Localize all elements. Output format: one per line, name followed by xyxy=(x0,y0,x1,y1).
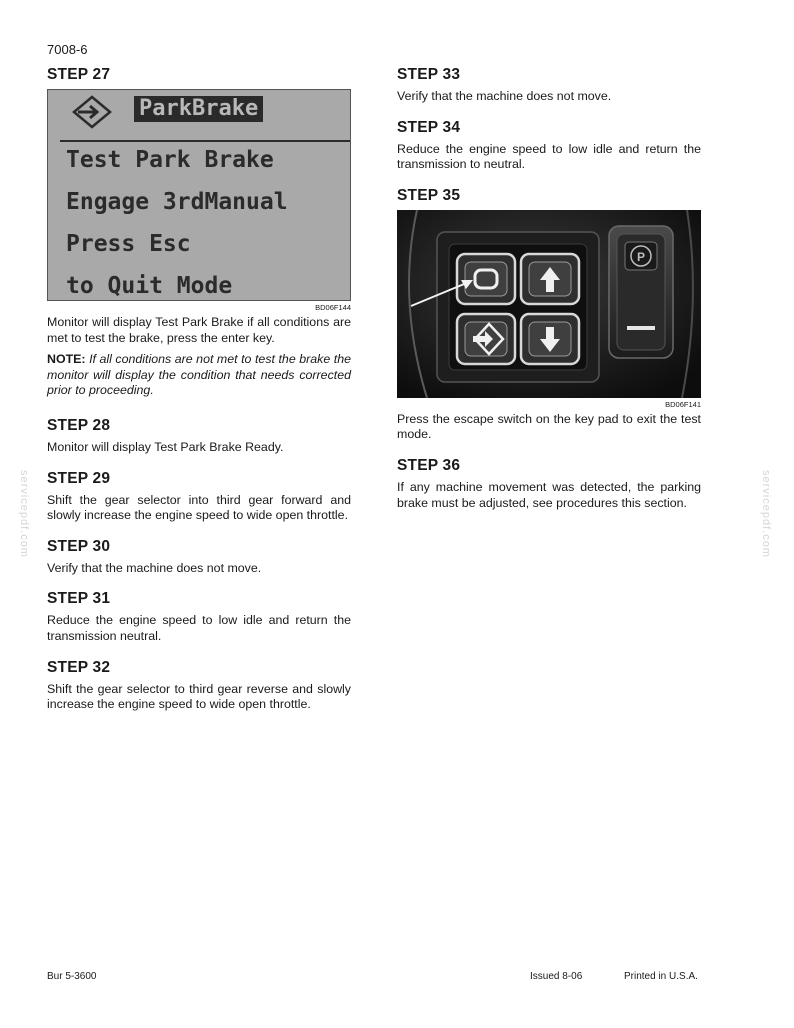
step-35-text: Press the escape switch on the key pad to exit the test mode. xyxy=(397,411,701,442)
watermark-right: servicepdf.com xyxy=(760,470,772,558)
left-column xyxy=(47,66,351,727)
lcd-line-3: Press Esc xyxy=(66,231,191,257)
watermark-left: servicepdf.com xyxy=(18,470,30,558)
keypad-photo-figure xyxy=(397,210,701,398)
step-27-heading: STEP 27 xyxy=(47,66,111,83)
step-29-heading: STEP 29 xyxy=(47,469,111,487)
lcd-title: ParkBrake xyxy=(134,96,263,122)
enter-key-icon xyxy=(457,314,515,364)
escape-key-icon xyxy=(457,254,515,304)
step-32 xyxy=(47,659,351,713)
svg-text:P: P xyxy=(636,249,646,264)
lcd-line-2: Engage 3rdManual xyxy=(66,189,288,215)
step-33-text: Verify that the machine does not move. xyxy=(397,89,612,103)
note-text: If all conditions are not met to test the brake the monitor will display the condition that needs corrected prior to proceeding. xyxy=(47,352,351,398)
enter-diamond-icon xyxy=(70,95,114,133)
step-30-heading: STEP 30 xyxy=(47,537,111,555)
step-35 xyxy=(397,187,701,443)
footer-issued: Issued 8-06 xyxy=(530,971,583,982)
step-32-text: Shift the gear selector to third gear reverse and slowly increase the engine speed to wide open throttle. xyxy=(47,681,351,712)
step-31 xyxy=(47,590,351,644)
step-32-heading: STEP 32 xyxy=(47,658,111,676)
step-36 xyxy=(397,457,701,511)
step-28-heading: STEP 28 xyxy=(47,416,111,434)
step-29-text: Shift the gear selector into third gear forward and slowly increase the engine speed to wide open throttle. xyxy=(47,492,351,523)
figure-id: BD06F144 xyxy=(315,303,351,312)
lcd-divider xyxy=(60,140,350,142)
step-29 xyxy=(47,470,351,524)
step-34-heading: STEP 34 xyxy=(397,118,461,136)
note xyxy=(47,352,351,399)
step-34 xyxy=(397,119,701,173)
step-36-text: If any machine movement was detected, the parking brake must be adjusted, see procedures this section. xyxy=(397,479,701,510)
right-column xyxy=(397,66,701,525)
note-label: NOTE: xyxy=(47,352,86,367)
footer-document-number: Bur 5-3600 xyxy=(47,971,97,982)
step-36-heading: STEP 36 xyxy=(397,456,461,474)
step-35-heading: STEP 35 xyxy=(397,186,461,204)
down-arrow-icon xyxy=(521,314,579,364)
step-27 xyxy=(47,66,351,399)
monitor-display-figure xyxy=(47,89,351,301)
step-33-heading: STEP 33 xyxy=(397,66,461,83)
step-30 xyxy=(47,538,351,577)
step-34-text: Reduce the engine speed to low idle and return the transmission to neutral. xyxy=(397,141,701,172)
figure-id: BD06F141 xyxy=(665,399,701,409)
footer-printed: Printed in U.S.A. xyxy=(624,971,698,982)
up-arrow-icon xyxy=(521,254,579,304)
step-28 xyxy=(47,417,351,456)
step-31-text: Reduce the engine speed to low idle and return the transmission neutral. xyxy=(47,613,351,643)
lcd-line-4: to Quit Mode xyxy=(66,273,233,299)
step-31-heading: STEP 31 xyxy=(47,590,111,608)
step-33 xyxy=(397,66,701,105)
step-27-text: Monitor will display Test Park Brake if all conditions are met to test the brake, press the enter key. xyxy=(47,315,351,345)
page-code: 7008-6 xyxy=(47,42,88,57)
parking-brake-icon xyxy=(609,226,673,358)
step-30-text: Verify that the machine does not move. xyxy=(47,560,262,575)
step-28-text: Monitor will display Test Park Brake Ready. xyxy=(47,439,284,454)
lcd-line-1: Test Park Brake xyxy=(66,147,274,173)
